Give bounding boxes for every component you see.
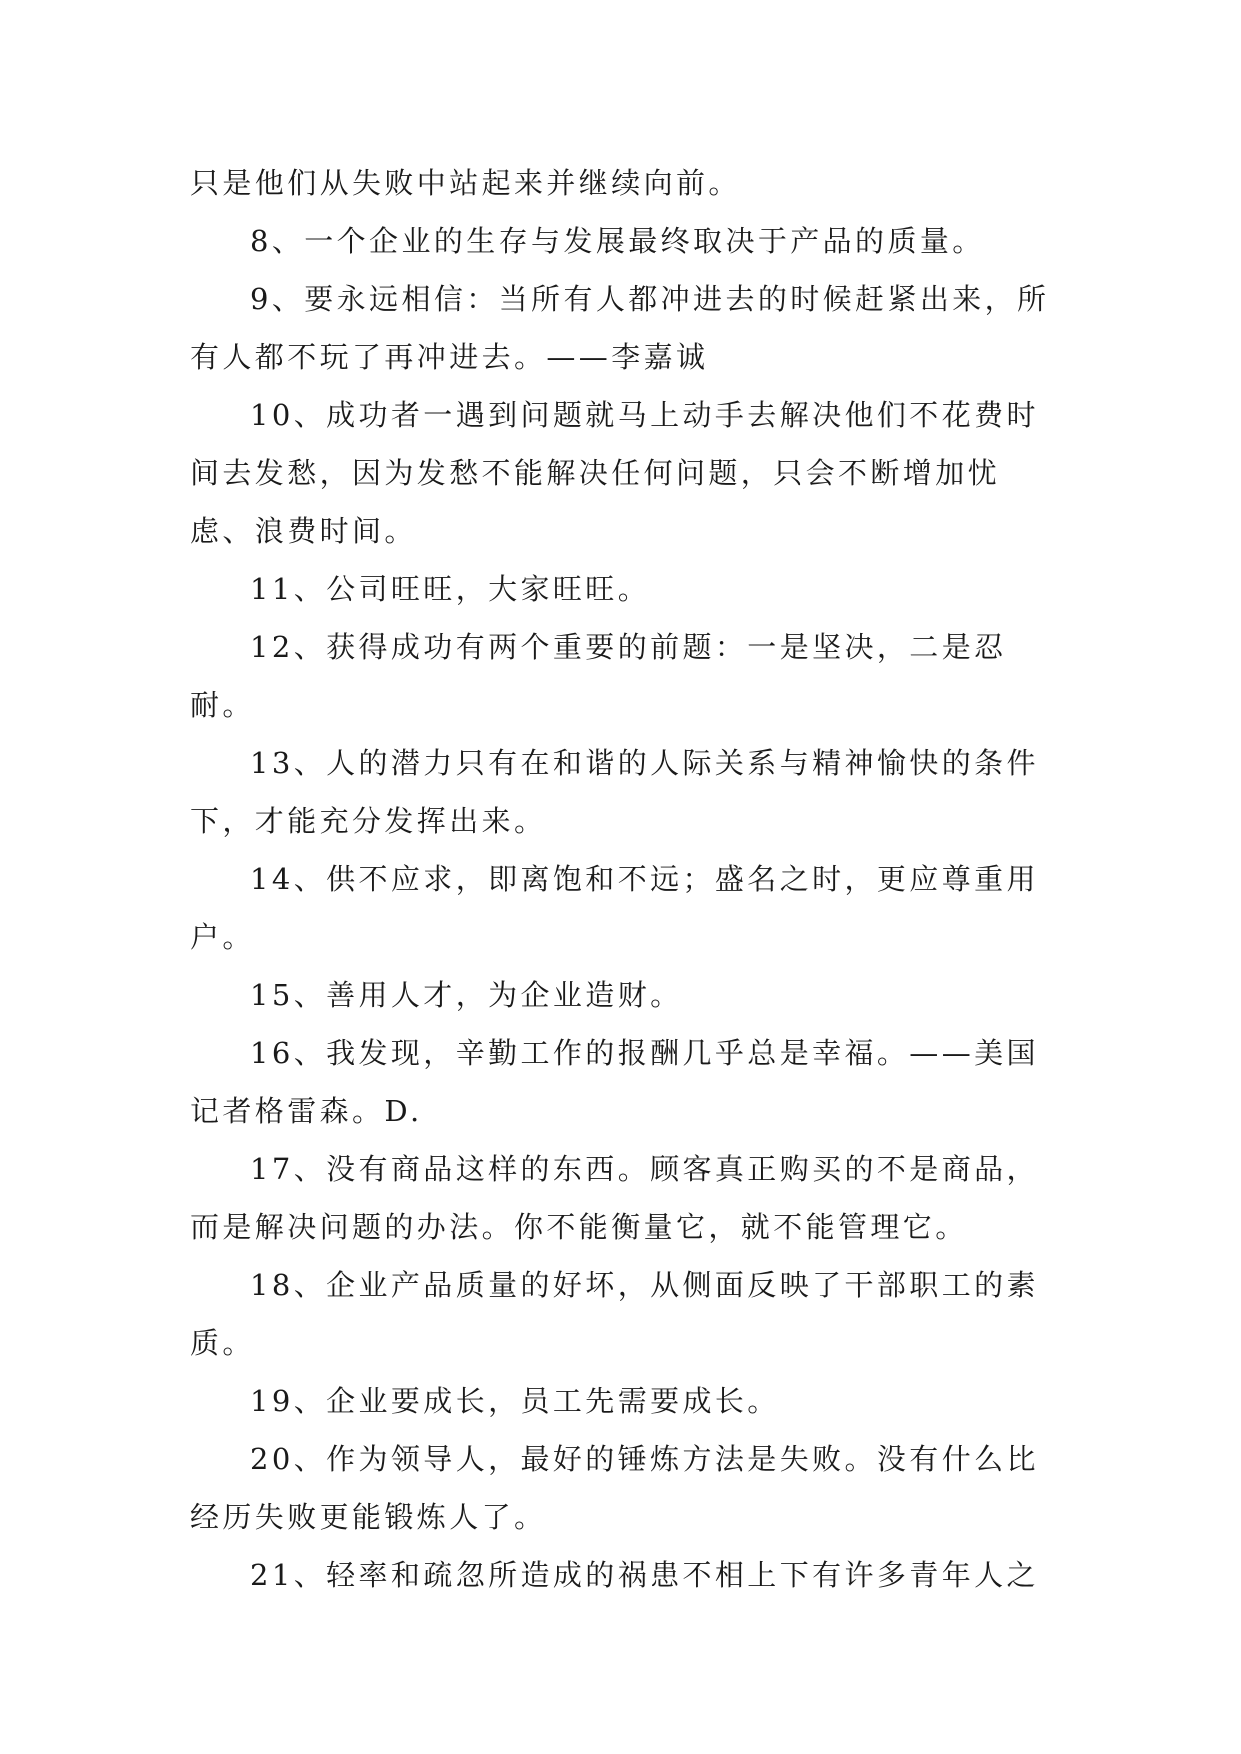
quote-item-20: 20、作为领导人，最好的锤炼方法是失败。没有什么比经历失败更能锻炼人了。 — [190, 1442, 1039, 1534]
document-body — [190, 154, 1060, 1604]
quote-item-16: 16、我发现，辛勤工作的报酬几乎总是幸福。——美国记者格雷森。D. — [190, 1036, 1039, 1128]
quote-item-11: 11、公司旺旺，大家旺旺。 — [250, 572, 651, 606]
quote-item-15: 15、善用人才，为企业造财。 — [250, 978, 683, 1012]
quote-item-9: 9、要永远相信：当所有人都冲进去的时候赶紧出来，所有人都不玩了再冲进去。——李嘉诚 — [190, 282, 1050, 374]
quote-item-17: 17、没有商品这样的东西。顾客真正购买的不是商品，而是解决问题的办法。你不能衡量它，就不能管理它。 — [190, 1152, 1039, 1244]
quote-item-12: 12、获得成功有两个重要的前题：一是坚决，二是忍耐。 — [190, 630, 1007, 722]
quote-item-18: 18、企业产品质量的好坏，从侧面反映了干部职工的素质。 — [190, 1268, 1039, 1360]
quote-item-19: 19、企业要成长，员工先需要成长。 — [250, 1384, 780, 1418]
quote-item-10: 10、成功者一遇到问题就马上动手去解决他们不花费时间去发愁，因为发愁不能解决任何问题，只会不断增加忧虑、浪费时间。 — [190, 398, 1039, 548]
paragraph-continuation: 只是他们从失败中站起来并继续向前。 — [190, 166, 741, 200]
quote-item-21: 21、轻率和疏忽所造成的祸患不相上下有许多青年人之 — [250, 1558, 1039, 1592]
quote-item-14: 14、供不应求，即离饱和不远；盛名之时，更应尊重用户。 — [190, 862, 1039, 954]
quote-item-13: 13、人的潜力只有在和谐的人际关系与精神愉快的条件下，才能充分发挥出来。 — [190, 746, 1039, 838]
quote-item-8: 8、一个企业的生存与发展最终取决于产品的质量。 — [250, 224, 985, 258]
